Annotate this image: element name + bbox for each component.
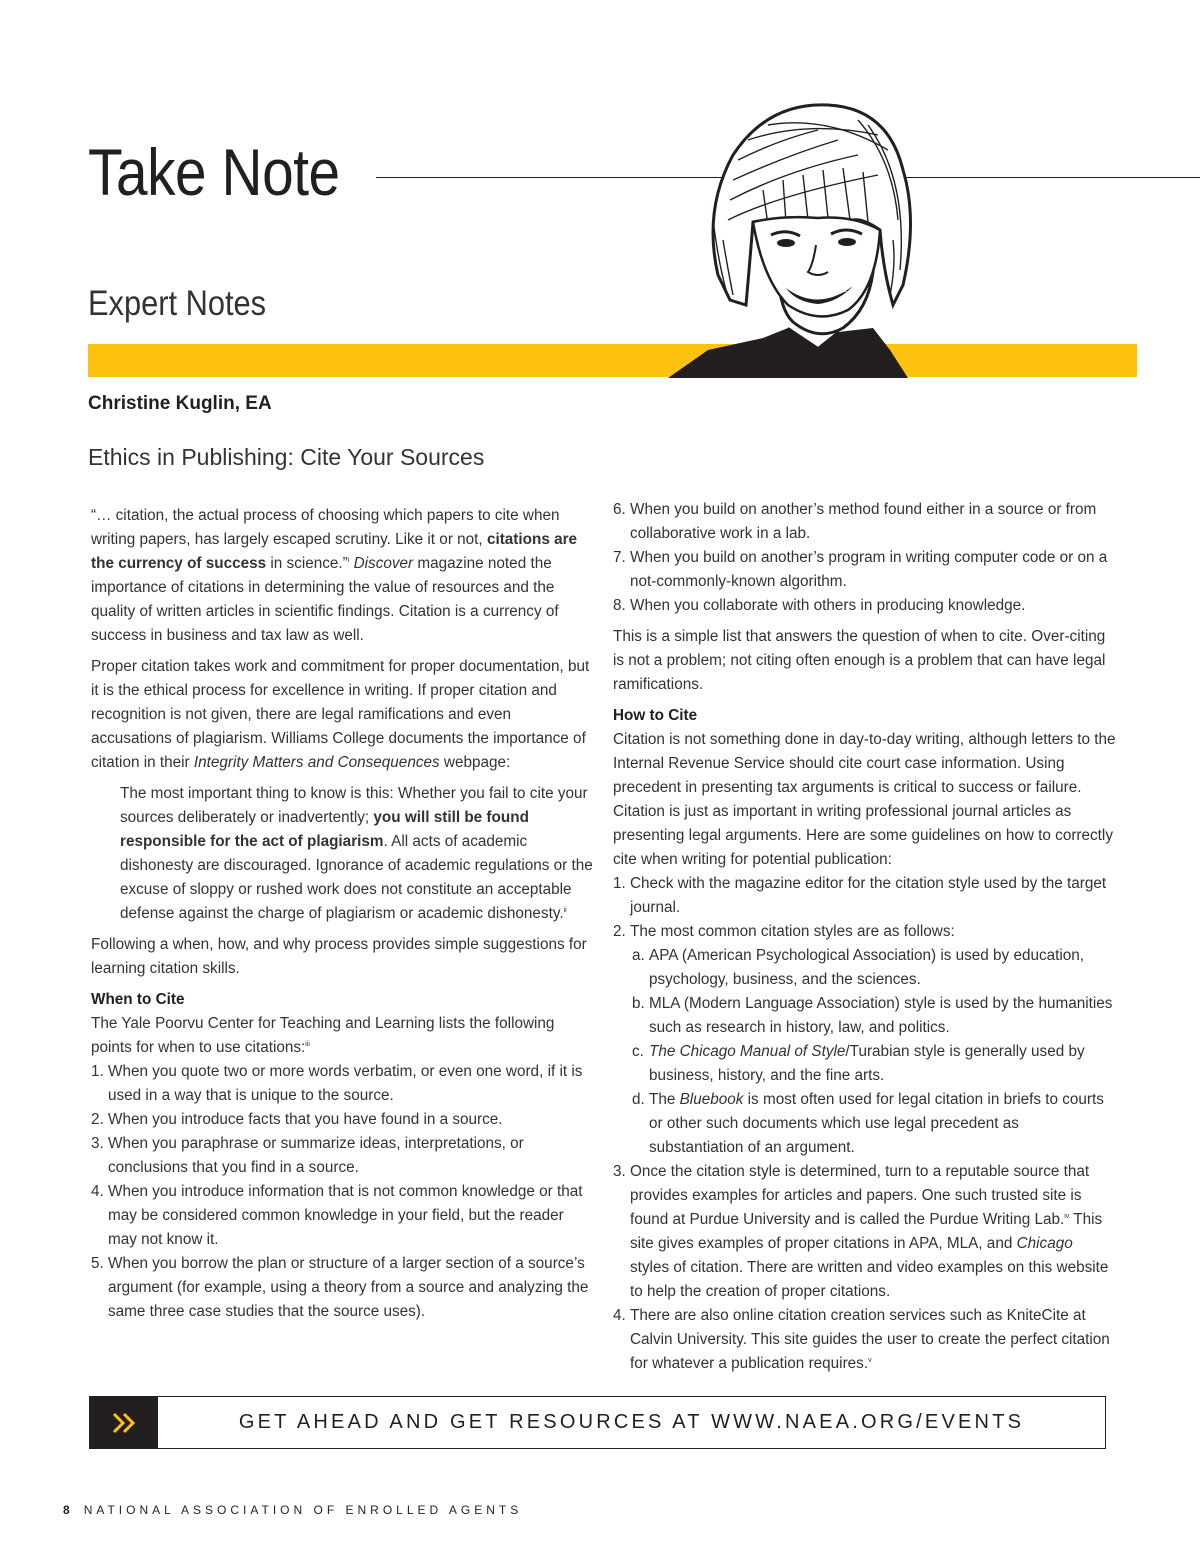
list-item: 4. There are also online citation creation services such as KniteCite at Calvin University. This site guides the user to create the perfect citation for whatever a publication requires.$^v$ — [613, 1307, 1110, 1372]
events-banner-link[interactable]: GET AHEAD AND GET RESOURCES AT WWW.NAEA.ORG/EVENTS — [238, 1411, 1025, 1433]
list-item: 4. When you introduce information that is not common knowledge or that may be considered common knowledge in your field, but the reader may not know it. — [91, 1183, 583, 1248]
paragraph: Following a when, how, and why process provides simple suggestions for learning citation skills. — [91, 936, 587, 977]
author-name: Christine Kuglin, EA — [88, 393, 272, 414]
paragraph: Citation is not something done in day-to-day writing, although letters to the Internal Revenue Service should cite court case information. Using precedent in presenting tax arguments is critical to success or failure. Citation is just as important in writing professional journal articles as presenting legal arguments. Here are some guidelines on how to correctly cite when writing for potential publication: — [613, 731, 1116, 868]
footer-org-name: NATIONAL ASSOCIATION OF ENROLLED AGENTS — [83, 1503, 523, 1517]
list-item: a. APA (American Psychological Association) is used by education, psychology, business, and the sciences. — [632, 947, 1085, 988]
when-to-cite-list-continued — [613, 498, 1116, 618]
list-item: 1. Check with the magazine editor for the citation style used by the target journal. — [613, 875, 1107, 916]
paragraph: This is a simple list that answers the question of when to cite. Over-citing is not a problem; not citing often enough is a problem that can have legal ramifications. — [613, 628, 1106, 693]
page-title: Take Note — [88, 135, 340, 209]
events-banner[interactable] — [89, 1396, 1106, 1449]
intro-paragraph: “… citation, the actual process of choosing which papers to cite when writing papers, has largely escaped scrutiny. Like it or not, citations are the currency of success in science.”$^i$ Discover magazine noted the importance of citations in determining the value of resources and the quality of written articles in scientific findings. Citation is a currency of success in business and tax law as well. — [91, 507, 578, 644]
section-heading-how-to-cite: How to Cite — [613, 707, 698, 724]
list-item: 3. When you paraphrase or summarize ideas, interpretations, or conclusions that you find in a source. — [91, 1135, 524, 1176]
author-portrait — [668, 100, 978, 378]
right-column — [613, 498, 1116, 1383]
when-to-cite-list — [91, 1060, 593, 1324]
list-item: d. The Bluebook is most often used for legal citation in briefs to courts or other such documents which use legal precedent as substantiation of an argument. — [632, 1091, 1104, 1156]
footnote-marker: i — [347, 557, 350, 564]
how-to-cite-list — [613, 872, 1116, 1376]
citation-styles-list — [613, 944, 1116, 1160]
list-item: c. The Chicago Manual of Style/Turabian style is generally used by business, history, and the fine arts. — [632, 1043, 1085, 1084]
article-title: Ethics in Publishing: Cite Your Sources — [88, 444, 485, 470]
list-item: 7. When you build on another’s program in writing computer code or on a not-commonly-known algorithm. — [613, 549, 1108, 590]
list-item: 2. When you introduce facts that you have found in a source. — [91, 1111, 503, 1128]
left-column — [91, 504, 593, 1331]
list-item: 5. When you borrow the plan or structure of a larger section of a source’s argument (for example, using a theory from a source and analyzing the same three case studies that the source uses). — [91, 1255, 589, 1320]
page-number: 8 — [63, 1503, 70, 1517]
page-footer — [63, 1503, 522, 1517]
list-item: b. MLA (Modern Language Association) style is used by the humanities such as research in history, law, and politics. — [632, 995, 1113, 1036]
footnote-marker: iv — [1064, 1213, 1070, 1220]
accent-band — [88, 344, 1137, 377]
paragraph: Proper citation takes work and commitment for proper documentation, but it is the ethical process for excellence in writing. If proper citation and recognition is not given, there are legal ramifications and even accusations of plagiarism. Williams College documents the importance of citation in their Integrity Matters and Consequences webpage: — [91, 658, 590, 771]
footnote-marker: iii — [305, 1041, 310, 1048]
list-item: 2. The most common citation styles are as follows: a. APA (American Psychological Association) is used by education, psychology, business, and the sciences. b. MLA (Modern Language Association) style is used by the humanities such as research in history, law, and politics. c. The Chicago Manual of Style/Turabian style is generally used by business, history, and the fine arts. d. The Bluebook is most often used for legal citation in briefs to courts or other such documents which use legal precedent as substantiation of an argument. — [613, 920, 1116, 1160]
list-item: 6. When you build on another’s method found either in a source or from collaborative work in a lab. — [613, 501, 1097, 542]
double-chevron-right-icon — [90, 1397, 158, 1448]
block-quote: The most important thing to know is this: Whether you fail to cite your sources deliberately or inadvertently; you will still be found responsible for the act of plagiarism. All acts of academic dishonesty are discouraged. Ignorance of academic regulations or the excuse of sloppy or rushed work does not constitute an acceptable defense against the charge of plagiarism or academic dishonesty.$^{ii}$ — [120, 785, 593, 922]
footnote-marker: ii — [563, 907, 567, 914]
list-item: 1. When you quote two or more words verbatim, or even one word, if it is used in a way that is unique to the source. — [91, 1063, 583, 1104]
section-heading-when-to-cite: When to Cite — [91, 991, 185, 1008]
section-subtitle: Expert Notes — [88, 284, 267, 323]
list-item: 3. Once the citation style is determined, turn to a reputable source that provides examples for articles and papers. One such trusted site is found at Purdue University and is called the Purdue Writing Lab.$^{iv}$ This site gives examples of proper citations in APA, MLA, and Chicago styles of citation. There are written and video examples on this website to help the creation of proper citations. — [613, 1163, 1109, 1300]
footnote-marker: v — [868, 1357, 872, 1364]
list-item: 8. When you collaborate with others in producing knowledge. — [613, 597, 1026, 614]
paragraph: The Yale Poorvu Center for Teaching and Learning lists the following points for when to use citations:$^{iii}$ — [91, 1015, 555, 1056]
